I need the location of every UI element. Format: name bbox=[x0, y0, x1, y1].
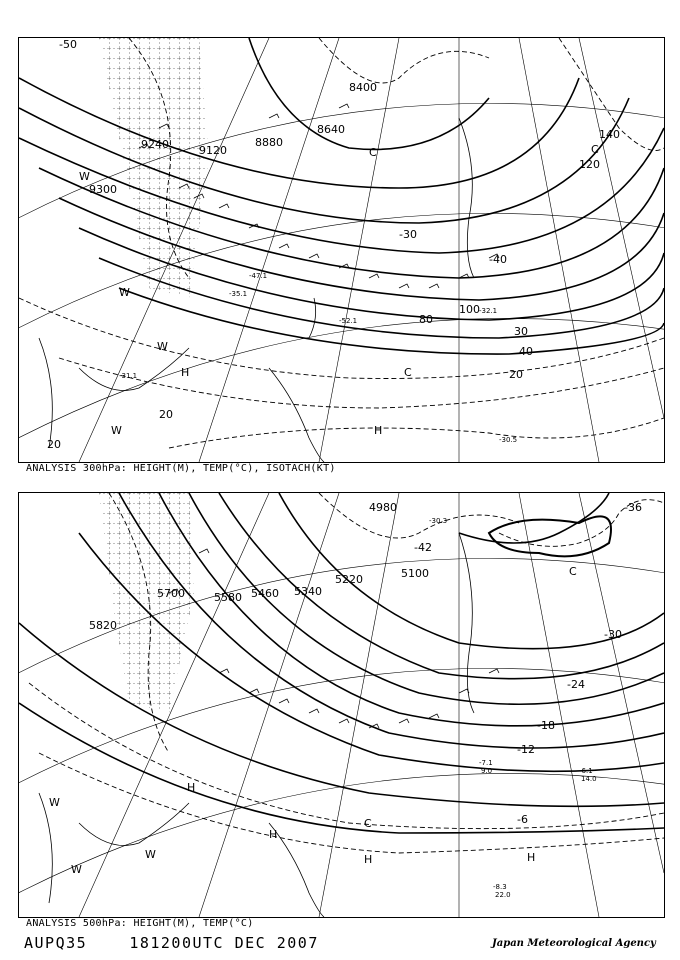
panel-500-caption: ANALYSIS 500hPa: HEIGHT(M), TEMP(°C) bbox=[26, 918, 254, 929]
station-value: 22.0 bbox=[495, 891, 511, 899]
temp-label: -52.1 bbox=[339, 317, 358, 325]
map-panel-500hpa bbox=[18, 492, 665, 918]
system-marker: H bbox=[181, 366, 190, 379]
height-label: 9240 bbox=[141, 138, 169, 151]
height-label: 9120 bbox=[199, 144, 227, 157]
temp-label: -6 bbox=[517, 813, 528, 826]
height-label: 4980 bbox=[369, 501, 397, 514]
temp-label: -31.1 bbox=[119, 372, 138, 380]
station-value: -8.3 bbox=[493, 883, 507, 891]
height-label: 5340 bbox=[294, 585, 322, 598]
system-marker: W bbox=[49, 796, 60, 809]
system-marker: H bbox=[269, 828, 278, 841]
panel-300-caption: ANALYSIS 300hPa: HEIGHT(M), TEMP(°C), ISOTACH(KT) bbox=[26, 463, 336, 474]
height-label: 5580 bbox=[214, 591, 242, 604]
map-panel-300hpa bbox=[18, 37, 665, 463]
isotach-label: 100 bbox=[459, 303, 480, 316]
isotach-label: 140 bbox=[599, 128, 620, 141]
station-value: -7.1 bbox=[479, 759, 493, 767]
temp-label: -40 bbox=[489, 253, 507, 266]
height-label: 8640 bbox=[317, 123, 345, 136]
temp-label: -24 bbox=[567, 678, 585, 691]
height-label: 8880 bbox=[255, 136, 283, 149]
station-value: -30.3 bbox=[429, 517, 448, 525]
system-marker: C bbox=[369, 146, 377, 159]
station-value: 9.0 bbox=[481, 767, 493, 775]
isotach-label: 40 bbox=[519, 345, 533, 358]
isotach-label: 20 bbox=[159, 408, 173, 421]
system-marker: W bbox=[157, 340, 168, 353]
valid-datetime: 181200UTC DEC 2007 bbox=[129, 934, 319, 952]
height-label: 5100 bbox=[401, 567, 429, 580]
temp-label: -30.5 bbox=[499, 436, 518, 444]
system-marker: C bbox=[364, 817, 372, 830]
map-500hpa-canvas bbox=[19, 493, 664, 917]
height-label: 5820 bbox=[89, 619, 117, 632]
isotach-label: 30 bbox=[514, 325, 528, 338]
system-marker: C bbox=[569, 565, 577, 578]
height-label: 9300 bbox=[89, 183, 117, 196]
isotach-label: 120 bbox=[579, 158, 600, 171]
temp-label: -18 bbox=[537, 719, 555, 732]
map-300hpa-canvas bbox=[19, 38, 664, 462]
temp-label: -36 bbox=[624, 501, 642, 514]
height-label: 5700 bbox=[157, 587, 185, 600]
hatched-area-icon bbox=[99, 493, 194, 713]
height-label: 8400 bbox=[349, 81, 377, 94]
temp-label: -12 bbox=[517, 743, 535, 756]
isotach-label: 20 bbox=[47, 438, 61, 451]
height-label: 5460 bbox=[251, 587, 279, 600]
system-marker: C bbox=[591, 143, 599, 156]
system-marker: W bbox=[145, 848, 156, 861]
temp-label: -30 bbox=[604, 628, 622, 641]
system-marker: H bbox=[187, 781, 196, 794]
system-marker: H bbox=[364, 853, 373, 866]
isotach-label: 80 bbox=[419, 313, 433, 326]
temp-label: -30 bbox=[399, 228, 417, 241]
temp-label: -32.1 bbox=[479, 307, 498, 315]
system-marker: W bbox=[111, 424, 122, 437]
height-label: 5220 bbox=[335, 573, 363, 586]
system-marker: W bbox=[119, 286, 130, 299]
system-marker: H bbox=[527, 851, 536, 864]
product-line bbox=[24, 934, 319, 952]
temp-label: -50 bbox=[59, 38, 77, 51]
system-marker: W bbox=[79, 170, 90, 183]
system-marker: W bbox=[71, 863, 82, 876]
agency-credit: Japan Meteorological Agency bbox=[492, 938, 656, 949]
system-marker: H bbox=[374, 424, 383, 437]
temp-label: -47.1 bbox=[249, 272, 268, 280]
product-code: AUPQ35 bbox=[24, 934, 88, 952]
isotach-label: 20 bbox=[509, 368, 523, 381]
wind-barb-icon bbox=[169, 549, 499, 728]
station-value: -6.1 bbox=[579, 767, 593, 775]
station-value: 14.0 bbox=[581, 775, 597, 783]
temp-label: -42 bbox=[414, 541, 432, 554]
system-marker: C bbox=[404, 366, 412, 379]
temp-label: -35.1 bbox=[229, 290, 248, 298]
